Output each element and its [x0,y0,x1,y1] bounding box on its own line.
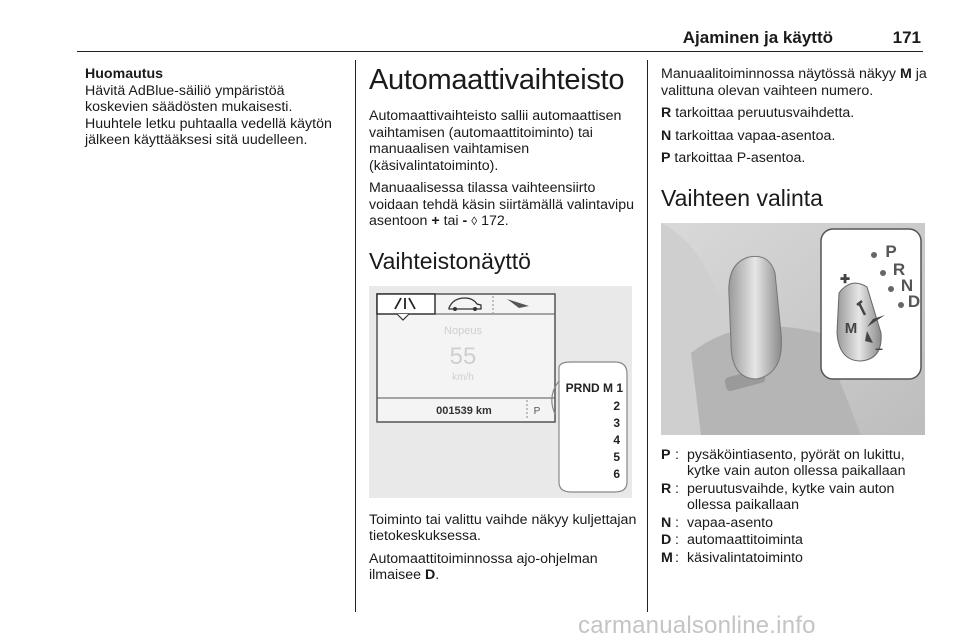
svg-text:–: – [875,339,883,356]
gear-2: 2 [613,398,620,413]
display-illustration [369,286,632,498]
odometer: 001539 km [436,404,492,417]
legend-separator: : [675,480,679,497]
text-span: tai [439,213,463,229]
legend-row-n [661,515,931,532]
speed-unit: km/h [452,371,474,383]
header-title: Ajaminen ja käyttö [682,28,833,47]
page-ref-icon: ◊ [471,214,478,228]
watermark: carmanualsonline.info [578,612,816,639]
paragraph-p [661,150,931,167]
paragraph-manual-display [661,66,931,99]
paragraph-intro: Automaattivaihteisto sallii automaattisen vaihtamisen (automaattitoiminto) tai manuaalisen vaihtamisen (käsivalintatoiminto). [369,108,622,174]
shifter-m: M [844,319,858,337]
paragraph-display: Toiminto tai valittu vaihde näkyy kuljettajan tietokeskuksessa. [369,511,637,544]
gear-6: 6 [613,466,620,481]
legend-text: käsivalintatoiminto [687,549,803,566]
text-span: ja valittuna olevan vaihteen numero. [661,66,927,99]
shifter-r: R [892,259,906,279]
legend-key: D [661,532,672,548]
shifter-p: P [885,241,897,261]
legend-row-m [661,550,931,567]
gear-5: 5 [613,449,620,464]
paragraph-manual [369,180,637,230]
text-span: . [435,567,440,583]
gear-3: 3 [613,415,620,430]
legend-separator: : [675,446,679,463]
gear-selector-figure [661,223,925,435]
column-divider-1 [355,60,356,612]
column-middle [369,64,637,590]
paragraph-n [661,128,931,145]
section-heading: Automaattivaihteisto [369,64,625,96]
bold-key: P [661,150,671,166]
bold-key: D [424,567,436,583]
legend-separator: : [675,549,679,566]
legend-text: automaattitoiminta [687,532,803,548]
minus-key: - [462,213,468,229]
subsection-heading: Vaihteistonäyttö [369,247,531,274]
page-number: 171 [892,28,921,47]
legend-row-d [661,532,931,549]
header-divider [77,51,923,52]
gear-legend [661,447,931,567]
shifter-illustration [661,223,925,435]
text-span: tarkoittaa P-asentoa. [670,150,806,166]
subsection-heading: Vaihteen valinta [661,184,823,211]
legend-key: M [661,549,673,566]
legend-separator: : [675,514,679,531]
note-title: Huomautus [85,66,164,82]
page-ref: 172. [477,213,509,229]
legend-key: R [661,480,672,497]
plus-key: + [431,213,440,229]
speed-label: Nopeus [444,324,482,337]
transmission-display-figure [369,286,632,498]
bold-key: R [661,105,672,121]
legend-row-r [661,481,931,514]
text-span: tarkoittaa vapaa-asentoa. [671,127,836,144]
legend-key: N [661,514,672,531]
svg-text:✚: ✚ [839,271,851,286]
paragraph-r [661,105,931,122]
speed-value: 55 [449,342,477,370]
legend-text: peruutusvaihde, kytke vain auton ollessa paikallaan [687,480,895,513]
legend-text: vapaa-asento [687,514,773,531]
shifter-d: D [907,291,921,311]
gear-4: 4 [613,432,620,447]
bold-key: N [661,127,672,144]
page-header [77,28,923,50]
column-left [85,66,345,149]
text-span: Manuaalitoiminnossa näytössä näkyy [661,66,900,82]
gear-header: PRND M 1 [565,380,623,395]
legend-row-p [661,447,931,480]
legend-separator: : [675,532,679,548]
text-span: tarkoittaa peruutusvaihdetta. [671,105,855,121]
legend-key: P [661,446,671,463]
column-divider-2 [647,60,648,612]
text-span: Manuaalisessa tilassa vaihteensiirto voidaan tehdä käsin siirtämällä valintavipu asentoon [369,180,634,229]
shifter-n: N [900,275,914,295]
column-right [661,66,931,567]
gear-indicator: P [533,405,541,417]
text-span: Automaattitoiminnossa ajo-ohjelman ilmaisee [369,550,598,583]
note-text: Hävitä AdBlue-säiliö ympäristöä koskevien säädösten mukaisesti. Huuhtele letku puhtaalla vedellä käytön jälkeen käyttääksesi sitä uudelleen. [85,82,332,148]
legend-text: pysäköintiasento, pyörät on lukittu, kytke vain auton ollessa paikallaan [687,446,906,479]
paragraph-auto [369,551,637,584]
bold-key: M [899,66,912,82]
